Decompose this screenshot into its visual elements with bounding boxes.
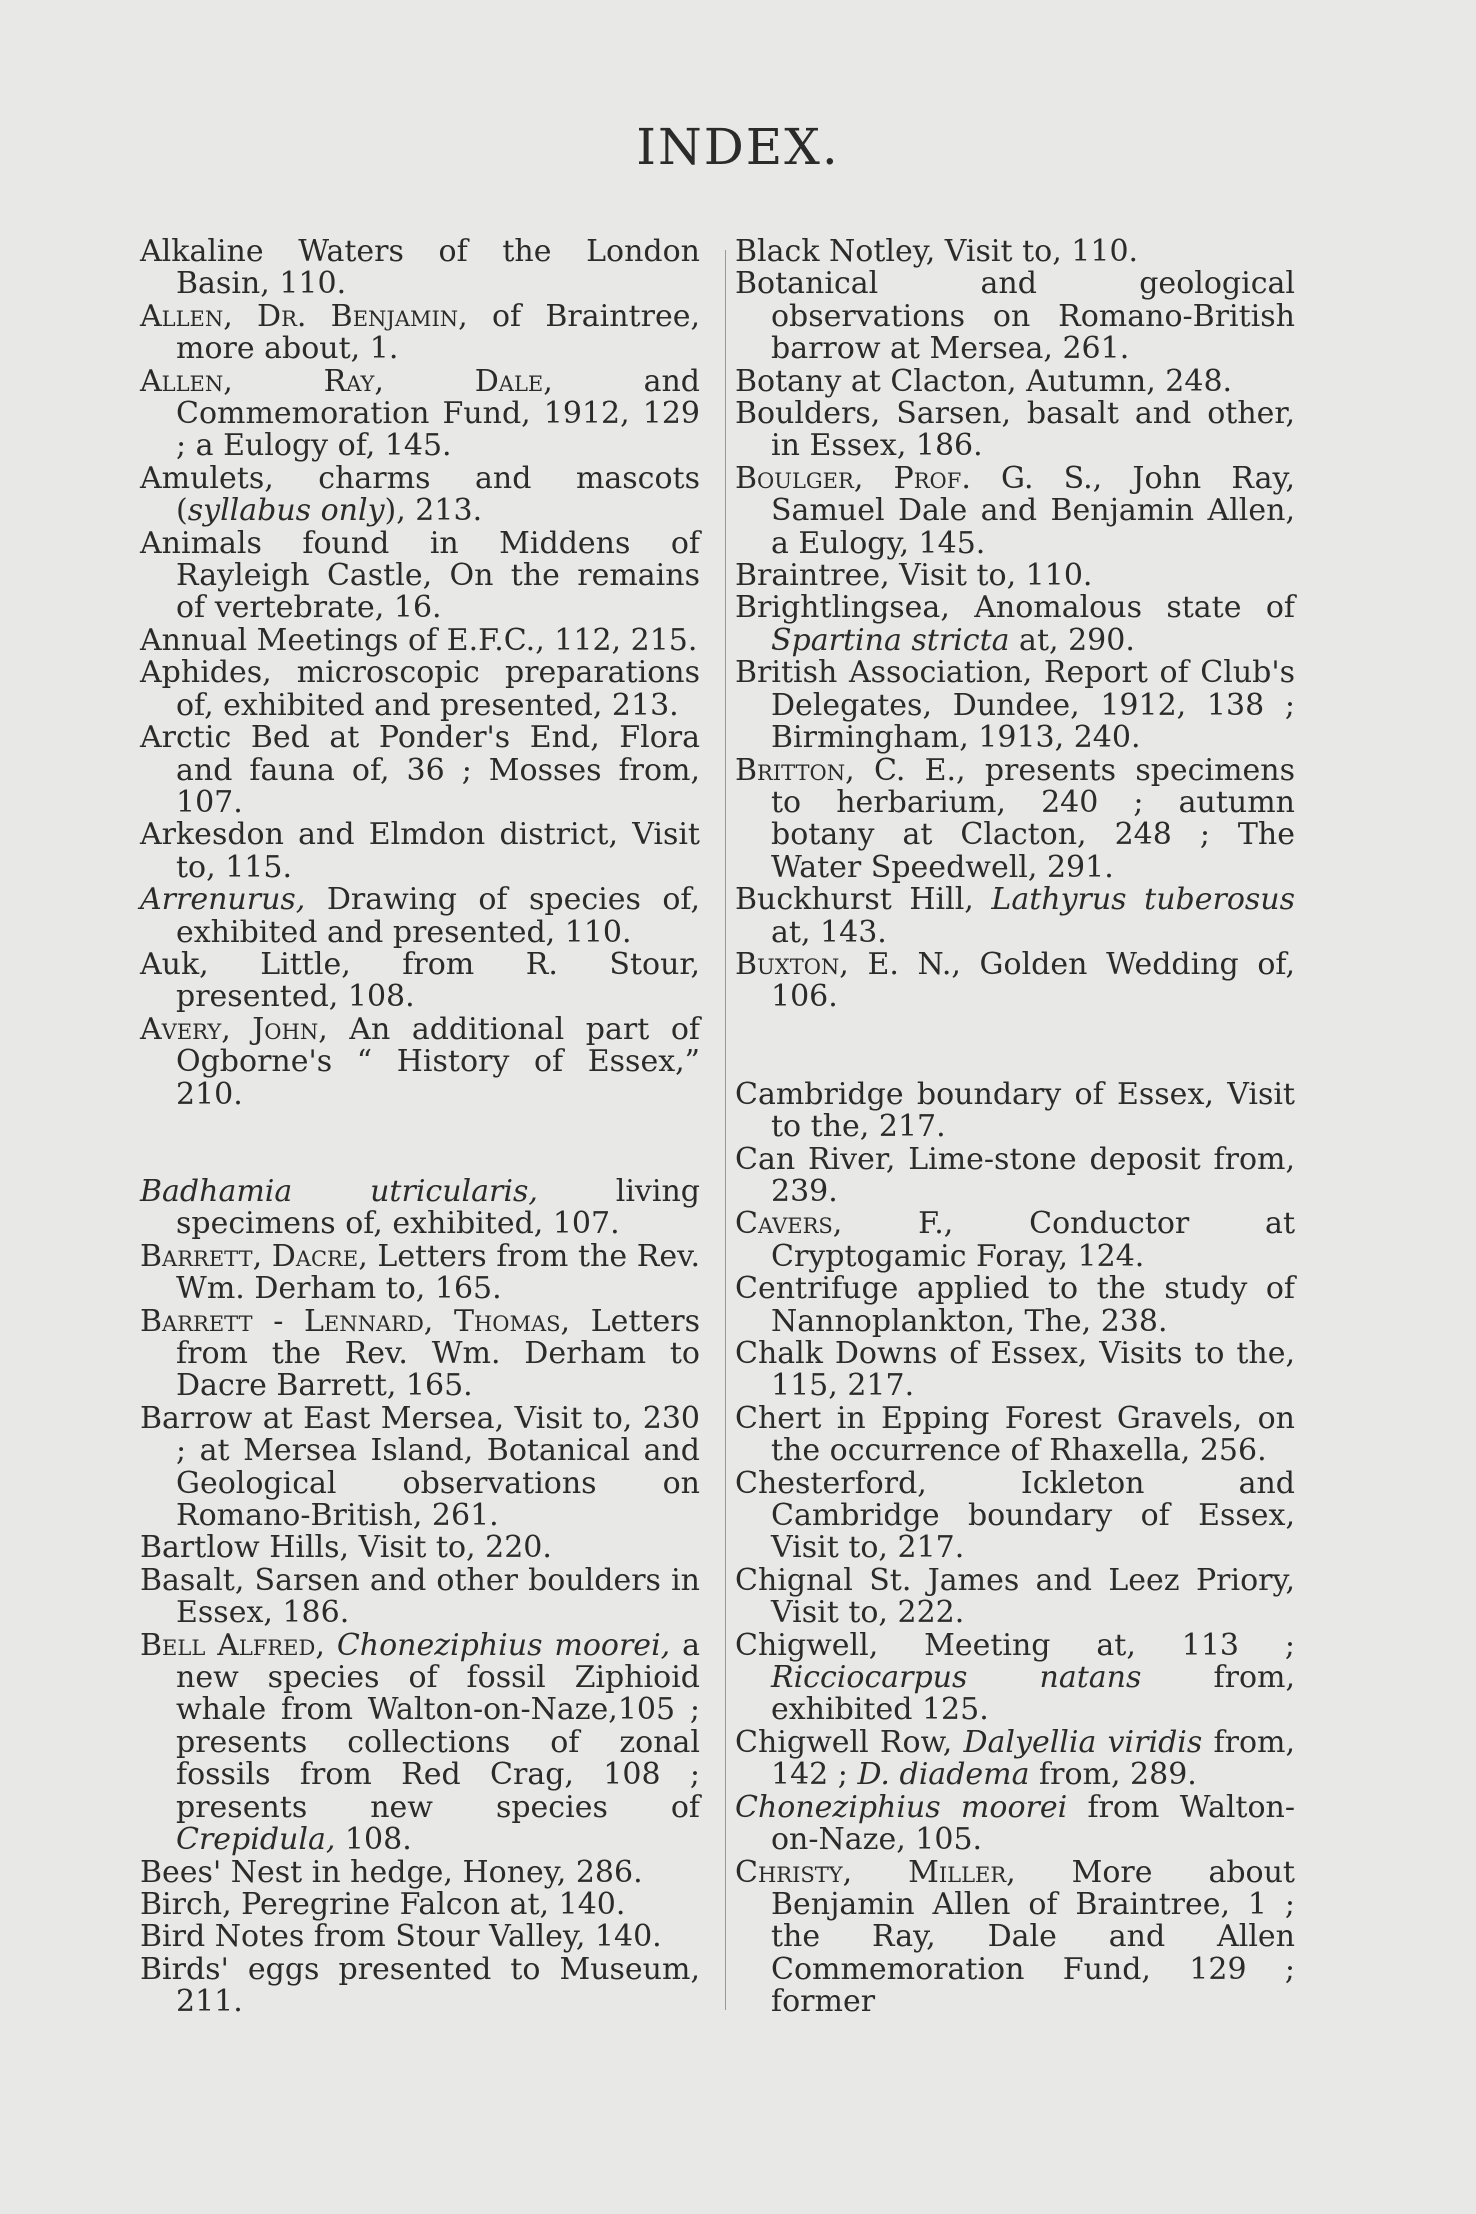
entry-text: presents specimens to herbarium, 240 ; autumn botany at Clacton, 248 ; The Water Speedwell, 291. <box>771 752 1295 885</box>
entry-text: from Walton-on-Naze, 105. <box>771 1789 1296 1858</box>
page-title: INDEX. <box>636 118 840 176</box>
index-entry <box>735 1724 1295 1793</box>
entry-text: Chalk Downs of Essex, Visits to the, 115, 217. <box>735 1336 1295 1404</box>
entry-text: ), 213. <box>384 493 483 529</box>
index-entry <box>140 1400 700 1534</box>
entry-text: Braintree, Visit to, 110. <box>735 558 1093 594</box>
index-entry <box>140 1886 700 1922</box>
entry-text: Crepidula, <box>176 1822 336 1858</box>
entry-text: Dalyellia viridis <box>963 1724 1203 1760</box>
entry-text: John Ray, Samuel Dale and Benjamin Allen, a Eulogy, 145. <box>771 460 1295 561</box>
right-column <box>735 236 1295 2019</box>
index-entry <box>735 268 1295 365</box>
index-group-c <box>735 1076 1296 2020</box>
entry-text: Cavers, F., <box>735 1206 954 1242</box>
entry-text: Chignal St. James and Leez Priory, Visit to, 222. <box>735 1562 1295 1631</box>
entry-text: Ricciocarpus natans <box>771 1660 1142 1696</box>
entry-text: Barrett - Lennard, Thomas, <box>140 1303 571 1339</box>
entry-text: Boulders, Sarsen, basalt and other, in Essex, 186. <box>735 396 1295 464</box>
entry-text: Arkesdon and Elmdon district, Visit to, 115. <box>140 817 700 885</box>
entry-text: from, exhibited 125. <box>771 1660 1296 1728</box>
index-entry <box>735 946 1295 1015</box>
entry-text: Bird Notes from Stour Valley, 140. <box>140 1919 662 1955</box>
entry-text: Boulger, Prof. G. S., <box>735 460 1103 496</box>
entry-text: Birds' eggs presented to Museum, 211. <box>140 1951 700 2020</box>
entry-text: Cambridge boundary of Essex, Visit to the, 217. <box>735 1076 1295 1145</box>
index-entry <box>735 236 1295 268</box>
index-entry <box>735 1789 1296 1858</box>
entry-text: Auk, Little, from R. Stour, presented, 108. <box>140 946 700 1015</box>
entry-text: Bees' Nest in hedge, Honey, 286. <box>140 1854 643 1890</box>
entry-text: from, 142 ; <box>771 1724 1295 1793</box>
index-entry <box>140 1854 700 1890</box>
entry-text: Amulets, charms and mascots ( <box>140 460 700 529</box>
entry-text: Birch, Peregrine Falcon at, 140. <box>140 1886 626 1922</box>
index-entry <box>735 1465 1295 1566</box>
index-entry <box>735 657 1295 754</box>
left-column <box>140 236 700 2019</box>
entry-text: Chigwell Row, <box>735 1724 964 1760</box>
entry-text: Badhamia utricularis, <box>140 1173 538 1209</box>
entry-text: Golden Wedding of, 106. <box>771 946 1295 1015</box>
entry-text: Black Notley, Visit to, 110. <box>735 234 1139 269</box>
index-entry <box>140 525 700 626</box>
index-entry <box>735 460 1295 561</box>
index-entry <box>735 560 1295 592</box>
entry-text: Drawing of species of, exhibited and presented, 110. <box>176 882 700 950</box>
entry-text: Bartlow Hills, Visit to, 220. <box>140 1530 552 1566</box>
index-group-b-cont <box>735 236 1295 1014</box>
entry-text: Avery, John, <box>140 1011 328 1047</box>
entry-text: from, 289. <box>1029 1757 1197 1793</box>
index-group-b <box>140 1173 701 2020</box>
entry-text: Christy, Miller, <box>735 1854 1016 1890</box>
index-entry <box>735 752 1295 885</box>
index-entry <box>140 363 700 464</box>
index-entry <box>735 1273 1295 1338</box>
index-entry <box>735 1400 1295 1469</box>
index-entry <box>735 1627 1296 1728</box>
entry-text <box>325 1628 337 1663</box>
entry-text: at, 290. <box>1009 622 1135 658</box>
entry-text: Britton, C. E., <box>735 752 966 788</box>
entry-text: An additional part of Ogborne's “ History of Essex,” 210. <box>176 1011 700 1112</box>
index-entry <box>735 1141 1295 1209</box>
entry-text: Aphides, microscopic preparations of, exhibited and presented, 213. <box>140 655 700 723</box>
index-entry <box>140 622 700 658</box>
entry-text: Basalt, Sarsen and other boulders in Essex, 186. <box>140 1562 700 1631</box>
entry-text: British Association, Report of Club's Delegates, Dundee, 1912, 138 ; Birmingham, 1913, 240. <box>735 655 1295 756</box>
entry-text: Conductor at Cryptogamic Foray, 124. <box>771 1206 1295 1274</box>
entry-text: a new species of fossil Ziphioid whale from Walton-on-Naze,105 ; presents collections of zonal fossils from Red Crag, 108 ; presents new species of <box>176 1627 701 1825</box>
index-entry <box>735 398 1295 463</box>
entry-text: Brightlingsea, Anomalous state of <box>735 590 1295 626</box>
index-entry <box>140 1011 700 1112</box>
entry-text: Allen, Ray, Dale, <box>140 363 553 399</box>
entry-text: Annual Meetings of E.F.C., 112, 215. <box>140 622 698 658</box>
entry-text: Can River, Lime-stone deposit from, 239. <box>735 1141 1295 1209</box>
entry-text: at, 143. <box>771 914 887 950</box>
column-divider <box>725 250 726 2010</box>
entry-text: Chesterford, Ickleton and Cambridge boundary of Essex, Visit to, 217. <box>735 1465 1295 1566</box>
entry-text: Spartina stricta <box>771 622 1010 658</box>
index-entry <box>140 722 700 819</box>
entry-text: Letters from the Rev. Wm. Derham to Dacre Barrett, 165. <box>176 1303 700 1404</box>
entry-text: Centrifuge applied to the study of Nannoplankton, The, 238. <box>735 1271 1295 1339</box>
entry-text: of Braintree, more about, 1. <box>176 298 700 367</box>
index-entry <box>735 592 1295 657</box>
index-entry <box>140 1173 701 1242</box>
entry-text: Chert in Epping Forest Gravels, on the occurrence of Rhaxella, 256. <box>735 1400 1295 1469</box>
entry-text: Alkaline Waters of the London Basin, 110. <box>140 234 700 302</box>
index-entry <box>140 1921 700 1953</box>
entry-text: Choneziphius moorei, <box>336 1627 671 1663</box>
section-gap <box>735 1014 1295 1079</box>
index-entry <box>735 1208 1295 1273</box>
entry-text: syllabus only <box>187 493 385 529</box>
entry-text: 108. <box>335 1822 412 1858</box>
index-entry <box>140 1562 700 1631</box>
index-entry <box>140 884 700 949</box>
entry-text: living specimens of, exhibited, 107. <box>176 1173 701 1242</box>
index-entry <box>140 1951 700 2020</box>
index-entry <box>735 1338 1295 1403</box>
entry-text: Allen, Dr. Benjamin, <box>140 298 468 334</box>
index-entry <box>140 1303 700 1404</box>
index-group-a <box>140 236 700 1111</box>
index-entry <box>140 819 700 884</box>
index-entry <box>735 363 1295 399</box>
entry-text: and Commemoration Fund, 1912, 129 ; a Eulogy of, 145. <box>176 363 700 464</box>
index-entry <box>140 460 700 529</box>
index-entry <box>735 1854 1295 2020</box>
index-entry <box>140 1627 701 1858</box>
entry-text: Botanical and geological observations on Romano-British barrow at Mersea, 261. <box>735 266 1295 367</box>
entry-text: Arctic Bed at Ponder's End, Flora and fauna of, 36 ; Mosses from, 107. <box>140 720 700 820</box>
entry-text: Lathyrus tuberosus <box>991 882 1295 918</box>
entry-text: Chigwell, Meeting at, 113 ; <box>735 1627 1295 1663</box>
entry-text: Botany at Clacton, Autumn, 248. <box>735 363 1233 399</box>
entry-text: Buxton, E. N., <box>735 946 961 982</box>
entry-text: D. diadema <box>857 1757 1030 1793</box>
entry-text: Letters from the Rev. Wm. Derham to, 165. <box>176 1238 700 1307</box>
entry-text: Bell Alfred, <box>140 1627 325 1663</box>
entry-text: Barrow at East Mersea, Visit to, 230 ; at Mersea Island, Botanical and Geological observations on Romano-British, 261. <box>140 1400 700 1534</box>
index-entry <box>140 236 700 301</box>
entry-text: Choneziphius moorei <box>735 1789 1068 1825</box>
index-entry <box>735 1076 1295 1145</box>
index-entry <box>735 884 1295 949</box>
index-entry <box>140 298 700 367</box>
entry-text: Animals found in Middens of Rayleigh Castle, On the remains of vertebrate, 16. <box>140 525 700 626</box>
entry-text: Barrett, Dacre, <box>140 1238 368 1274</box>
index-entry <box>140 1238 700 1307</box>
entry-text: Arrenurus, <box>140 882 306 918</box>
index-entry <box>735 1562 1295 1631</box>
section-gap <box>140 1111 700 1176</box>
entry-text: Buckhurst Hill, <box>735 882 992 918</box>
index-entry <box>140 1532 700 1564</box>
entry-text: More about Benjamin Allen of Braintree, 1 ; the Ray, Dale and Allen Commemoration Fund, 129 ; former <box>771 1854 1295 2020</box>
index-entry <box>140 657 700 722</box>
index-entry <box>140 946 700 1015</box>
